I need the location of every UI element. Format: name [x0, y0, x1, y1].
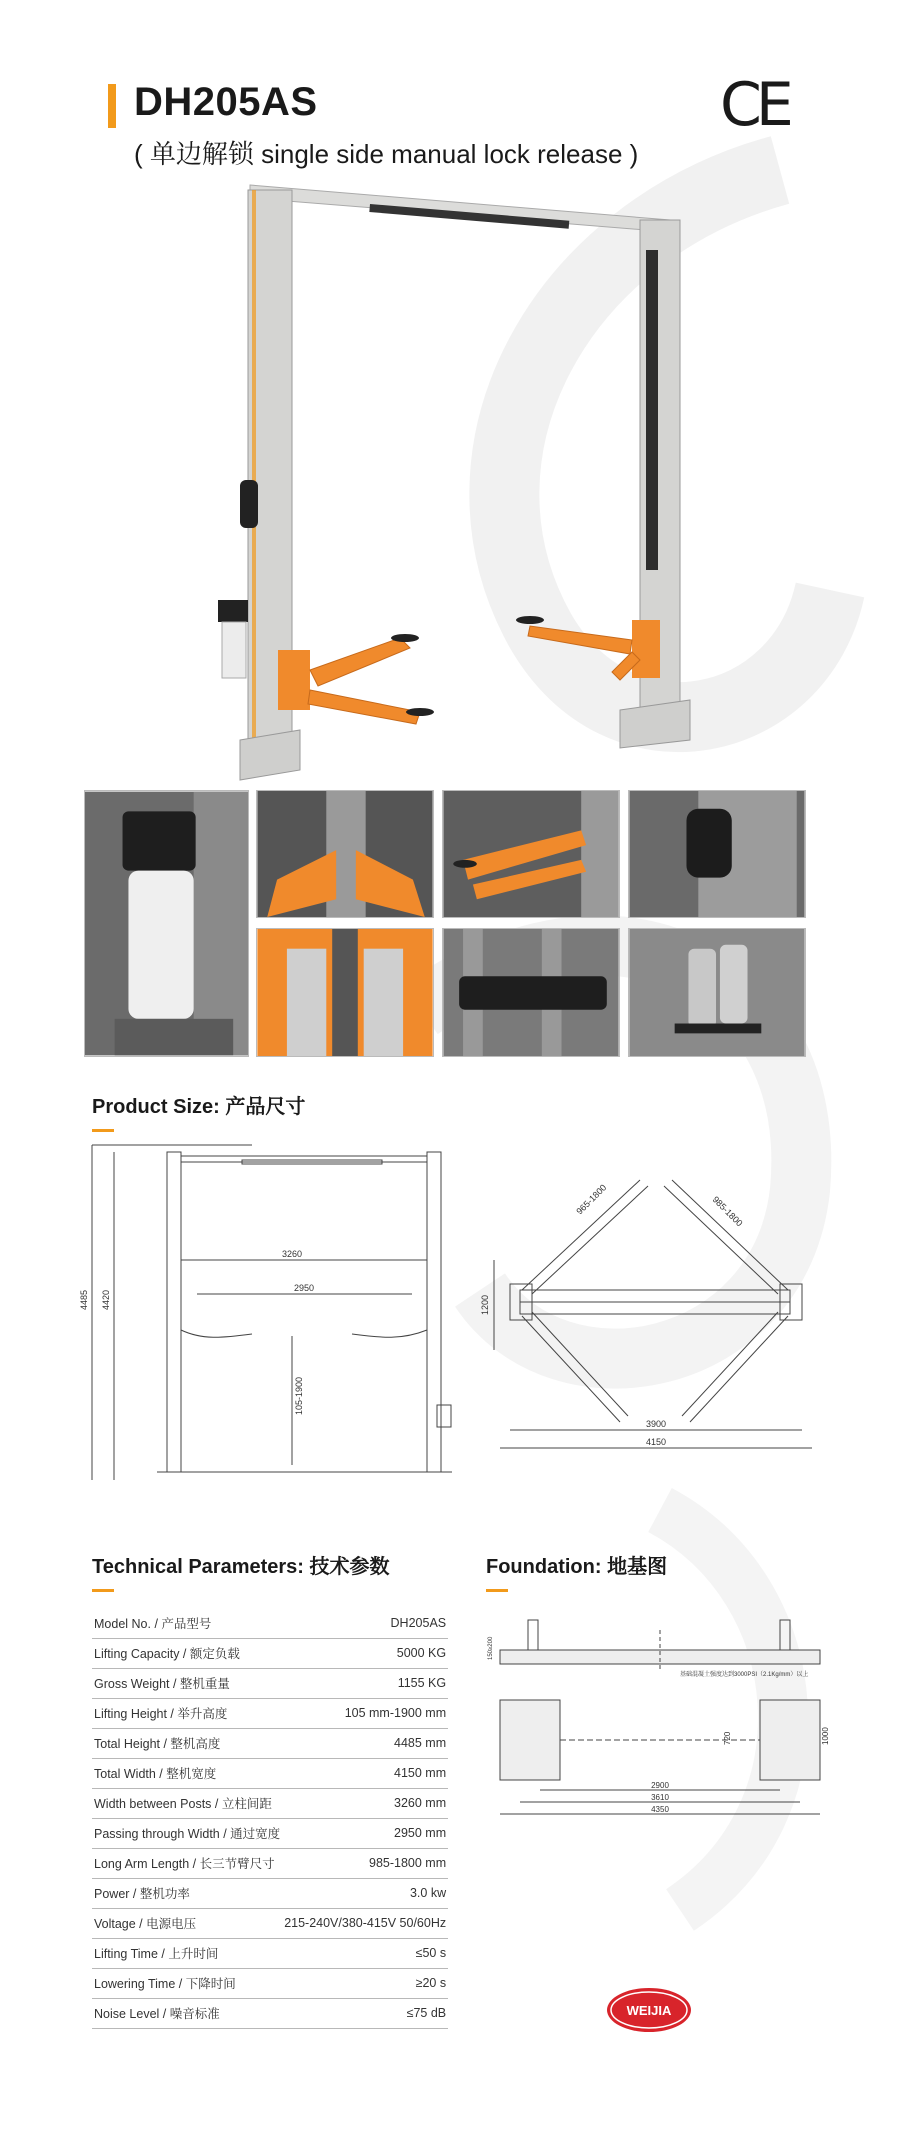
- table-row: [92, 1698, 448, 1728]
- dim-depth: 1200: [480, 1294, 490, 1315]
- param-label: Lifting Height / 举升高度: [92, 1698, 282, 1728]
- table-row: [92, 1908, 448, 1938]
- foundation-dim-720: 720: [723, 1731, 732, 1745]
- ce-mark: CE: [720, 70, 788, 140]
- param-label: Voltage / 电源电压: [92, 1908, 282, 1938]
- foundation-dim-1000: 1000: [821, 1727, 830, 1745]
- param-label: Model No. / 产品型号: [92, 1608, 282, 1638]
- foundation-depth-label: 150≥200: [488, 1636, 494, 1660]
- photo-swing-arm: [442, 790, 620, 918]
- brand-logo: [605, 1985, 693, 2035]
- dim-total-height: 4485: [79, 1289, 89, 1310]
- foundation-plan-drawing: [480, 1690, 835, 1830]
- param-value: 3260 mm: [282, 1788, 448, 1818]
- foundation-dim-2900: 2900: [651, 1781, 669, 1790]
- table-row: [92, 1668, 448, 1698]
- product-size-title: [92, 1090, 305, 1132]
- top-view-drawing: [480, 1160, 840, 1460]
- param-value: ≥20 s: [282, 1968, 448, 1998]
- foundation-dim-4350: 4350: [651, 1805, 669, 1814]
- table-row: [92, 1878, 448, 1908]
- table-row: [92, 1998, 448, 2028]
- table-row: [92, 1938, 448, 1968]
- dim-inner-height: 4420: [101, 1289, 111, 1310]
- dim-arm-right: 985-1800: [710, 1194, 745, 1229]
- foundation-dim-3610: 3610: [651, 1793, 669, 1802]
- photo-carriage-inner: [256, 928, 434, 1057]
- accent-bar: [108, 84, 116, 128]
- table-row: [92, 1788, 448, 1818]
- dim-passing-width: 2950: [293, 1283, 315, 1293]
- param-label: Long Arm Length / 长三节臂尺寸: [92, 1848, 282, 1878]
- technical-title-text: Technical Parameters: 技术参数: [92, 1556, 390, 1578]
- param-value: ≤75 dB: [282, 1998, 448, 2028]
- dim-total-width: 4150: [645, 1437, 667, 1447]
- title-underline: [92, 1589, 114, 1592]
- param-value: DH205AS: [282, 1608, 448, 1638]
- front-view-drawing: [79, 1140, 462, 1490]
- model-subtitle: ( 单边解锁 single side manual lock release ): [134, 139, 639, 169]
- param-label: Passing through Width / 通过宽度: [92, 1818, 282, 1848]
- param-label: Total Height / 整机高度: [92, 1728, 282, 1758]
- photo-lock-release-box: [628, 790, 806, 918]
- table-row: [92, 1848, 448, 1878]
- param-value: 3.0 kw: [282, 1878, 448, 1908]
- param-label: Lifting Capacity / 额定负载: [92, 1638, 282, 1668]
- table-row: [92, 1818, 448, 1848]
- two-post-lift-illustration: [200, 180, 720, 780]
- param-value: 4485 mm: [282, 1728, 448, 1758]
- param-value: 5000 KG: [282, 1638, 448, 1668]
- dim-inner-width: 3900: [645, 1419, 667, 1429]
- param-value: 985-1800 mm: [282, 1848, 448, 1878]
- photo-guard-pad: [442, 928, 620, 1057]
- photo-arm-pivot: [256, 790, 434, 918]
- table-row: [92, 1728, 448, 1758]
- photo-power-unit: [84, 790, 249, 1057]
- foundation-note: 基础混凝土强度达到3000PSI（2.1Kg/mm）以上: [680, 1672, 809, 1678]
- param-label: Lifting Time / 上升时间: [92, 1938, 282, 1968]
- technical-title: [92, 1550, 390, 1592]
- table-row: [92, 1968, 448, 1998]
- param-value: 215-240V/380-415V 50/60Hz: [282, 1908, 448, 1938]
- foundation-title: [486, 1550, 667, 1592]
- dim-width-between-posts: 3260: [281, 1249, 303, 1259]
- product-size-title-text: Product Size: 产品尺寸: [92, 1096, 306, 1118]
- param-value: 105 mm-1900 mm: [282, 1698, 448, 1728]
- dim-arm-left: 965-1800: [574, 1182, 609, 1217]
- param-label: Gross Weight / 整机重量: [92, 1668, 282, 1698]
- param-label: Width between Posts / 立柱间距: [92, 1788, 282, 1818]
- param-value: 1155 KG: [282, 1668, 448, 1698]
- model-title: DH205AS: [134, 80, 318, 124]
- title-underline: [92, 1129, 114, 1132]
- param-label: Power / 整机功率: [92, 1878, 282, 1908]
- param-label: Total Width / 整机宽度: [92, 1758, 282, 1788]
- param-label: Noise Level / 噪音标准: [92, 1998, 282, 2028]
- foundation-section-drawing: [480, 1600, 835, 1690]
- technical-parameters-table: [92, 1608, 448, 2029]
- table-row: [92, 1608, 448, 1638]
- photo-adapter-holder: [628, 928, 806, 1057]
- param-label: Lowering Time / 下降时间: [92, 1968, 282, 1998]
- table-row: [92, 1758, 448, 1788]
- param-value: 2950 mm: [282, 1818, 448, 1848]
- title-underline: [486, 1589, 508, 1592]
- dim-lifting-height: 105-1900: [294, 1376, 304, 1415]
- param-value: 4150 mm: [282, 1758, 448, 1788]
- foundation-title-text: Foundation: 地基图: [486, 1556, 668, 1578]
- param-value: ≤50 s: [282, 1938, 448, 1968]
- table-row: [92, 1638, 448, 1668]
- logo-text: WEIJIA: [626, 2003, 672, 2018]
